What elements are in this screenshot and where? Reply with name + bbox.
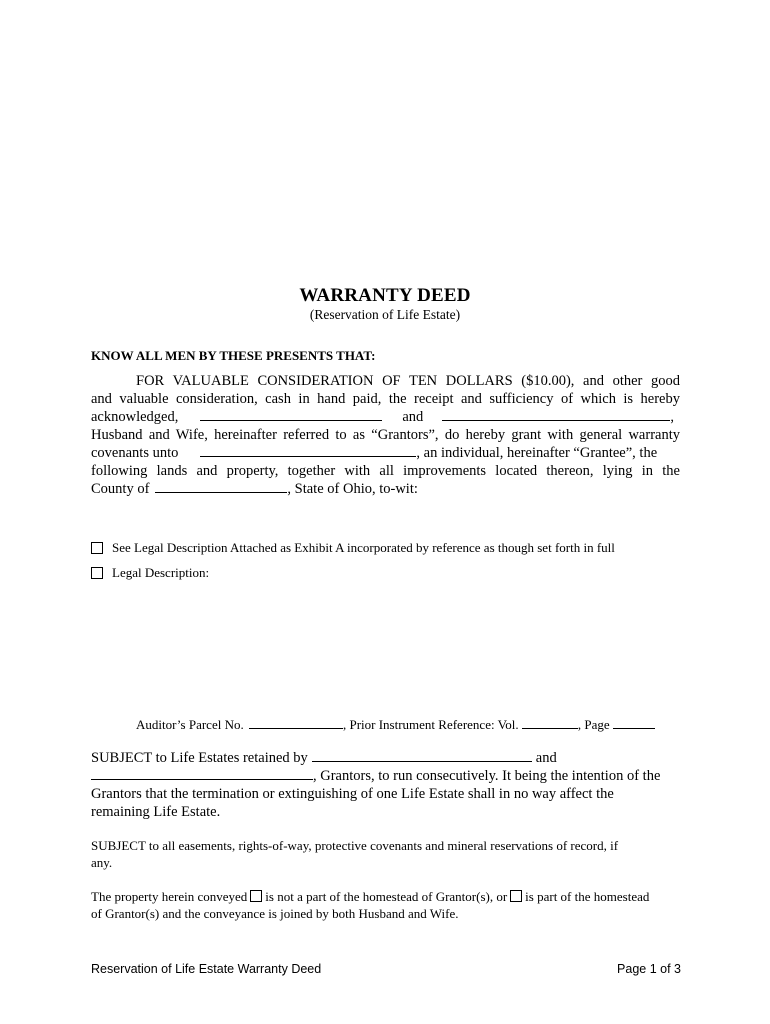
- comma-text: ,: [670, 409, 674, 425]
- grantor-2-blank[interactable]: [442, 408, 670, 421]
- homestead-text: The property herein conveyed: [91, 889, 248, 904]
- life-estate-grantor-1-blank[interactable]: [312, 749, 532, 762]
- and-text: and: [402, 409, 424, 425]
- document-subtitle: (Reservation of Life Estate): [309, 307, 461, 322]
- life-estate-grantor-2-blank[interactable]: [91, 767, 313, 780]
- parcel-number-blank[interactable]: [249, 716, 343, 729]
- state-text: , State of Ohio, to-wit:: [287, 481, 418, 497]
- easements-paragraph: [91, 837, 680, 871]
- consideration-line-6: following lands and property, together with all improvements located thereon, lying in the: [91, 463, 680, 479]
- legal-description-option[interactable]: [91, 565, 209, 581]
- consideration-line-4: Husband and Wife, hereinafter referred to as “Grantors”, do hereby grant with general warranty: [91, 427, 680, 443]
- page-label: , Page: [577, 717, 610, 732]
- grantor-1-blank[interactable]: [200, 408, 382, 421]
- volume-blank[interactable]: [522, 716, 578, 729]
- acknowledged-text: acknowledged,: [91, 409, 179, 425]
- life-estate-line-3: Grantors that the termination or extinguishing of one Life Estate shall in no way affect the: [91, 786, 614, 802]
- exhibit-a-label: See Legal Description Attached as Exhibit A incorporated by reference as though set forth in full: [112, 540, 615, 555]
- section-heading: KNOW ALL MEN BY THESE PRESENTS THAT:: [91, 348, 376, 363]
- easements-line-1: SUBJECT to all easements, rights-of-way, protective covenants and mineral reservations of record, if: [91, 838, 619, 853]
- easements-line-2: any.: [91, 855, 113, 870]
- is-homestead-checkbox[interactable]: [510, 890, 522, 902]
- exhibit-a-checkbox[interactable]: [91, 542, 103, 554]
- exhibit-a-option[interactable]: [91, 540, 615, 556]
- legal-description-label: Legal Description:: [112, 565, 210, 580]
- document-title: WARRANTY DEED: [299, 285, 471, 306]
- homestead-line-2: of Grantor(s) and the conveyance is joined by both Husband and Wife.: [91, 906, 459, 921]
- prior-instrument-label: , Prior Instrument Reference: Vol.: [342, 717, 519, 732]
- homestead-paragraph: [91, 888, 691, 922]
- parcel-label: Auditor’s Parcel No.: [136, 717, 244, 732]
- parcel-line: [136, 716, 655, 733]
- footer-page-number: Page 1 of 3: [617, 962, 681, 976]
- page-blank[interactable]: [613, 716, 655, 729]
- life-estate-line-4: remaining Life Estate.: [91, 804, 221, 820]
- legal-description-checkbox[interactable]: [91, 567, 103, 579]
- life-estate-text: SUBJECT to Life Estates retained by: [91, 750, 308, 766]
- covenants-text: covenants unto: [91, 445, 179, 461]
- not-homestead-checkbox[interactable]: [250, 890, 262, 902]
- life-estate-paragraph: [91, 749, 680, 821]
- consideration-line-1: FOR VALUABLE CONSIDERATION OF TEN DOLLARS ($10.00), and other good: [136, 373, 680, 389]
- is-homestead-text: is part of the homestead: [525, 889, 650, 904]
- not-homestead-text: is not a part of the homestead of Grantor(s), or: [265, 889, 508, 904]
- grantee-blank[interactable]: [200, 444, 416, 457]
- county-text: County of: [91, 481, 150, 497]
- consideration-line-2: and valuable consideration, cash in hand paid, the receipt and sufficiency of which is hereby: [91, 391, 680, 407]
- grantee-text: , an individual, hereinafter “Grantee”, the: [416, 445, 658, 461]
- consideration-paragraph: [91, 372, 680, 498]
- county-blank[interactable]: [155, 480, 287, 493]
- footer-document-name: Reservation of Life Estate Warranty Deed: [91, 962, 322, 976]
- grantors-consecutive-text: , Grantors, to run consecutively. It being the intention of the: [313, 768, 661, 784]
- life-estate-and-text: and: [535, 750, 557, 766]
